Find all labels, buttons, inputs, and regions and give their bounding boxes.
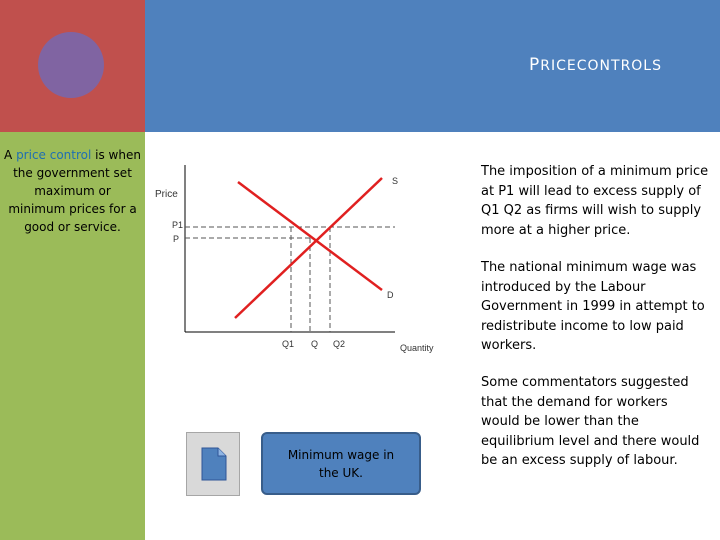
p-label: P (173, 234, 180, 244)
minimum-wage-uk-button[interactable] (261, 432, 421, 495)
demand-label: D (387, 290, 394, 300)
supply-label: S (392, 176, 399, 186)
price-control-definition (4, 146, 141, 236)
min-price-explanation: The imposition of a minimum price at P1 will lead to excess supply of Q1 Q2 as firms will wish to supply more at a higher price. (481, 164, 709, 238)
slide-title-rest: RICECONTROLS (540, 58, 662, 74)
document-icon[interactable] (201, 447, 227, 481)
supply-demand-diagram (150, 160, 460, 360)
slide-title-cap: P (529, 55, 541, 75)
minimum-wage-uk-label: Minimum wage in the UK. (287, 447, 395, 480)
q1-label: Q1 (282, 339, 295, 349)
supply-curve (235, 178, 382, 318)
labour-excess-commentary: Some commentators suggested that the demand for workers would be lower than the equilibrium level and there would be an excess supply of labour. (481, 375, 700, 468)
decorative-circle (38, 32, 104, 98)
q2-label: Q2 (333, 339, 346, 349)
definition-highlight: price control (16, 148, 92, 162)
definition-prefix: A (4, 148, 17, 162)
price-axis-label: Price (155, 189, 178, 200)
quantity-axis-label: Quantity (400, 343, 434, 353)
p1-label: P1 (172, 220, 184, 230)
minimum-wage-history: The national minimum wage was introduced by the Labour Government in 1999 in attempt to redistribute income to low paid workers. (481, 260, 705, 353)
definition-suffix: is when the government set maximum or minimum prices for a good or service. (8, 148, 141, 234)
slide-title (529, 55, 662, 75)
q-label: Q (311, 339, 319, 349)
